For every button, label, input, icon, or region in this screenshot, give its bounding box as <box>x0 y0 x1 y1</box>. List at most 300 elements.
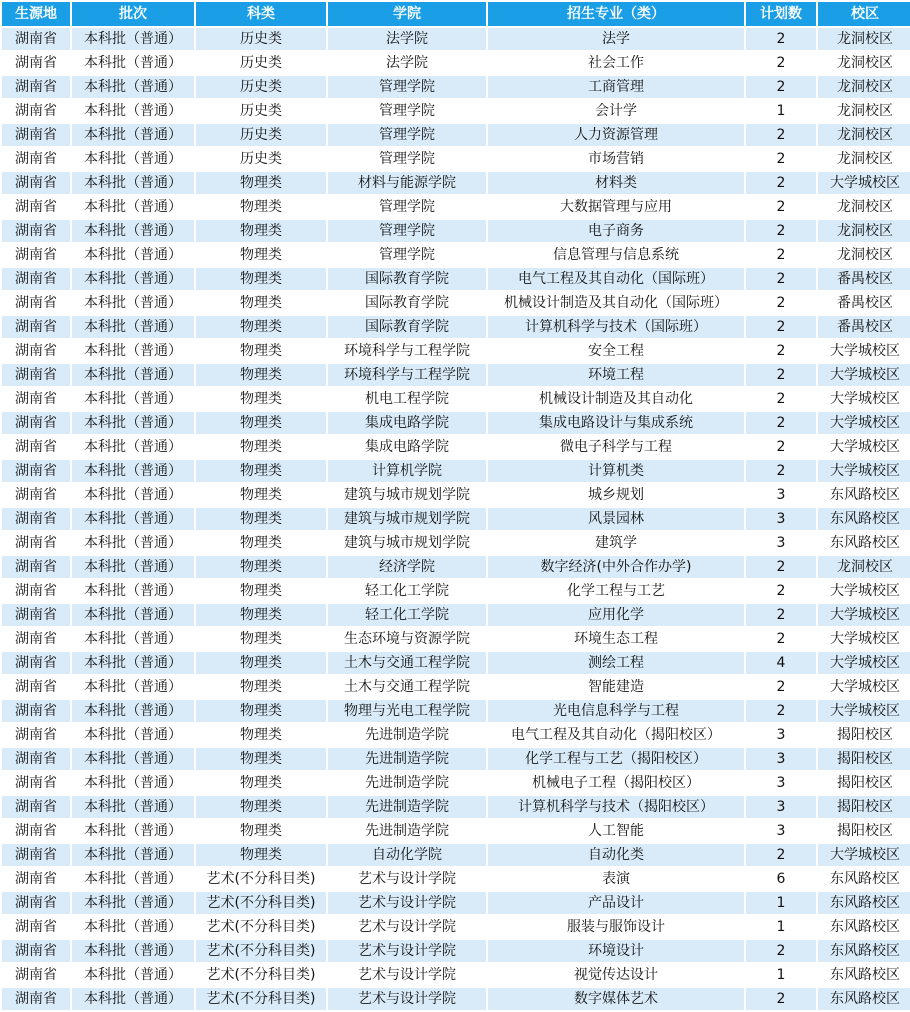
cell-major: 机械设计制造及其自动化 <box>488 388 744 410</box>
cell-subject-category: 物理类 <box>196 316 326 338</box>
cell-plan-count: 1 <box>746 100 816 122</box>
cell-college: 国际教育学院 <box>328 316 486 338</box>
cell-major: 计算机科学与技术（国际班） <box>488 316 744 338</box>
cell-major: 数字媒体艺术 <box>488 988 744 1010</box>
cell-batch: 本科批（普通） <box>72 724 194 746</box>
cell-campus: 大学城校区 <box>818 436 910 458</box>
cell-batch: 本科批（普通） <box>72 172 194 194</box>
cell-plan-count: 1 <box>746 916 816 938</box>
cell-plan-count: 3 <box>746 820 816 842</box>
header-origin: 生源地 <box>2 2 70 26</box>
cell-college: 艺术与设计学院 <box>328 964 486 986</box>
cell-campus: 龙洞校区 <box>818 100 910 122</box>
cell-subject-category: 物理类 <box>196 844 326 866</box>
cell-campus: 大学城校区 <box>818 844 910 866</box>
cell-major: 应用化学 <box>488 604 744 626</box>
cell-plan-count: 1 <box>746 892 816 914</box>
table-row <box>2 316 910 338</box>
cell-origin: 湖南省 <box>2 796 70 818</box>
header-major: 招生专业（类） <box>488 2 744 26</box>
cell-subject-category: 物理类 <box>196 700 326 722</box>
cell-plan-count: 2 <box>746 196 816 218</box>
cell-major: 数字经济(中外合作办学) <box>488 556 744 578</box>
cell-campus: 大学城校区 <box>818 412 910 434</box>
table-row <box>2 892 910 914</box>
header-plan-count: 计划数 <box>746 2 816 26</box>
cell-campus: 大学城校区 <box>818 460 910 482</box>
table-row <box>2 244 910 266</box>
cell-origin: 湖南省 <box>2 772 70 794</box>
cell-plan-count: 2 <box>746 676 816 698</box>
cell-campus: 番禺校区 <box>818 292 910 314</box>
table-row <box>2 676 910 698</box>
cell-origin: 湖南省 <box>2 604 70 626</box>
cell-plan-count: 2 <box>746 124 816 146</box>
cell-batch: 本科批（普通） <box>72 28 194 50</box>
cell-batch: 本科批（普通） <box>72 796 194 818</box>
table-row <box>2 988 910 1010</box>
cell-campus: 大学城校区 <box>818 364 910 386</box>
cell-college: 材料与能源学院 <box>328 172 486 194</box>
cell-major: 环境生态工程 <box>488 628 744 650</box>
cell-subject-category: 物理类 <box>196 604 326 626</box>
cell-subject-category: 物理类 <box>196 244 326 266</box>
cell-college: 先进制造学院 <box>328 724 486 746</box>
cell-batch: 本科批（普通） <box>72 76 194 98</box>
cell-origin: 湖南省 <box>2 940 70 962</box>
cell-plan-count: 2 <box>746 388 816 410</box>
cell-plan-count: 2 <box>746 988 816 1010</box>
cell-college: 先进制造学院 <box>328 772 486 794</box>
cell-batch: 本科批（普通） <box>72 580 194 602</box>
cell-campus: 揭阳校区 <box>818 796 910 818</box>
cell-campus: 龙洞校区 <box>818 76 910 98</box>
cell-origin: 湖南省 <box>2 484 70 506</box>
cell-major: 安全工程 <box>488 340 744 362</box>
cell-plan-count: 2 <box>746 52 816 74</box>
cell-plan-count: 2 <box>746 220 816 242</box>
table-row <box>2 364 910 386</box>
table-row <box>2 52 910 74</box>
cell-college: 环境科学与工程学院 <box>328 340 486 362</box>
cell-plan-count: 3 <box>746 796 816 818</box>
cell-campus: 东风路校区 <box>818 484 910 506</box>
cell-subject-category: 物理类 <box>196 724 326 746</box>
cell-subject-category: 物理类 <box>196 484 326 506</box>
cell-college: 法学院 <box>328 28 486 50</box>
cell-plan-count: 2 <box>746 556 816 578</box>
cell-plan-count: 3 <box>746 724 816 746</box>
cell-college: 管理学院 <box>328 100 486 122</box>
cell-campus: 东风路校区 <box>818 916 910 938</box>
cell-plan-count: 3 <box>746 748 816 770</box>
table-row <box>2 604 910 626</box>
cell-major: 会计学 <box>488 100 744 122</box>
cell-subject-category: 历史类 <box>196 28 326 50</box>
cell-major: 智能建造 <box>488 676 744 698</box>
cell-batch: 本科批（普通） <box>72 700 194 722</box>
cell-campus: 番禺校区 <box>818 268 910 290</box>
cell-origin: 湖南省 <box>2 652 70 674</box>
cell-college: 生态环境与资源学院 <box>328 628 486 650</box>
cell-major: 电气工程及其自动化（国际班） <box>488 268 744 290</box>
cell-batch: 本科批（普通） <box>72 220 194 242</box>
cell-major: 计算机科学与技术（揭阳校区） <box>488 796 744 818</box>
cell-subject-category: 物理类 <box>196 220 326 242</box>
cell-major: 化学工程与工艺 <box>488 580 744 602</box>
cell-batch: 本科批（普通） <box>72 244 194 266</box>
cell-major: 人力资源管理 <box>488 124 744 146</box>
cell-campus: 东风路校区 <box>818 868 910 890</box>
header-row <box>2 2 910 26</box>
cell-batch: 本科批（普通） <box>72 676 194 698</box>
cell-major: 环境工程 <box>488 364 744 386</box>
cell-plan-count: 2 <box>746 940 816 962</box>
cell-subject-category: 物理类 <box>196 652 326 674</box>
cell-major: 表演 <box>488 868 744 890</box>
cell-college: 集成电路学院 <box>328 412 486 434</box>
table-row <box>2 772 910 794</box>
cell-origin: 湖南省 <box>2 292 70 314</box>
cell-campus: 大学城校区 <box>818 580 910 602</box>
cell-subject-category: 物理类 <box>196 388 326 410</box>
cell-subject-category: 物理类 <box>196 196 326 218</box>
cell-batch: 本科批（普通） <box>72 148 194 170</box>
table-row <box>2 700 910 722</box>
cell-origin: 湖南省 <box>2 628 70 650</box>
cell-plan-count: 2 <box>746 628 816 650</box>
cell-subject-category: 艺术(不分科目类) <box>196 892 326 914</box>
cell-origin: 湖南省 <box>2 556 70 578</box>
cell-campus: 揭阳校区 <box>818 724 910 746</box>
cell-plan-count: 2 <box>746 412 816 434</box>
cell-batch: 本科批（普通） <box>72 604 194 626</box>
table-row <box>2 292 910 314</box>
cell-college: 艺术与设计学院 <box>328 868 486 890</box>
cell-plan-count: 2 <box>746 844 816 866</box>
cell-plan-count: 2 <box>746 580 816 602</box>
cell-batch: 本科批（普通） <box>72 292 194 314</box>
cell-origin: 湖南省 <box>2 676 70 698</box>
cell-batch: 本科批（普通） <box>72 52 194 74</box>
cell-plan-count: 3 <box>746 532 816 554</box>
cell-major: 电气工程及其自动化（揭阳校区） <box>488 724 744 746</box>
table-row <box>2 964 910 986</box>
cell-origin: 湖南省 <box>2 388 70 410</box>
cell-plan-count: 3 <box>746 484 816 506</box>
cell-origin: 湖南省 <box>2 52 70 74</box>
cell-plan-count: 2 <box>746 292 816 314</box>
cell-major: 风景园林 <box>488 508 744 530</box>
cell-campus: 东风路校区 <box>818 940 910 962</box>
cell-subject-category: 物理类 <box>196 508 326 530</box>
table-row <box>2 844 910 866</box>
cell-subject-category: 艺术(不分科目类) <box>196 988 326 1010</box>
cell-origin: 湖南省 <box>2 220 70 242</box>
cell-college: 轻工化工学院 <box>328 604 486 626</box>
cell-campus: 大学城校区 <box>818 172 910 194</box>
cell-campus: 龙洞校区 <box>818 28 910 50</box>
cell-campus: 东风路校区 <box>818 508 910 530</box>
cell-origin: 湖南省 <box>2 196 70 218</box>
cell-major: 服装与服饰设计 <box>488 916 744 938</box>
cell-plan-count: 2 <box>746 604 816 626</box>
cell-subject-category: 历史类 <box>196 76 326 98</box>
cell-subject-category: 物理类 <box>196 796 326 818</box>
cell-college: 计算机学院 <box>328 460 486 482</box>
cell-plan-count: 4 <box>746 652 816 674</box>
table-row <box>2 724 910 746</box>
cell-batch: 本科批（普通） <box>72 652 194 674</box>
cell-college: 艺术与设计学院 <box>328 892 486 914</box>
cell-major: 化学工程与工艺（揭阳校区） <box>488 748 744 770</box>
cell-subject-category: 物理类 <box>196 268 326 290</box>
cell-batch: 本科批（普通） <box>72 364 194 386</box>
cell-plan-count: 6 <box>746 868 816 890</box>
cell-subject-category: 物理类 <box>196 532 326 554</box>
cell-origin: 湖南省 <box>2 988 70 1010</box>
cell-plan-count: 2 <box>746 268 816 290</box>
table-row <box>2 652 910 674</box>
cell-campus: 大学城校区 <box>818 604 910 626</box>
cell-college: 土木与交通工程学院 <box>328 652 486 674</box>
table-row <box>2 460 910 482</box>
cell-college: 先进制造学院 <box>328 796 486 818</box>
header-college: 学院 <box>328 2 486 26</box>
cell-subject-category: 物理类 <box>196 412 326 434</box>
cell-batch: 本科批（普通） <box>72 196 194 218</box>
cell-major: 测绘工程 <box>488 652 744 674</box>
cell-batch: 本科批（普通） <box>72 940 194 962</box>
table-row <box>2 100 910 122</box>
cell-subject-category: 物理类 <box>196 436 326 458</box>
cell-campus: 龙洞校区 <box>818 244 910 266</box>
cell-campus: 大学城校区 <box>818 340 910 362</box>
cell-major: 机械设计制造及其自动化（国际班） <box>488 292 744 314</box>
cell-origin: 湖南省 <box>2 892 70 914</box>
table-row <box>2 580 910 602</box>
cell-origin: 湖南省 <box>2 268 70 290</box>
cell-subject-category: 历史类 <box>196 52 326 74</box>
cell-college: 先进制造学院 <box>328 748 486 770</box>
cell-batch: 本科批（普通） <box>72 868 194 890</box>
cell-college: 建筑与城市规划学院 <box>328 484 486 506</box>
cell-college: 管理学院 <box>328 76 486 98</box>
table-row <box>2 796 910 818</box>
header-subject-category: 科类 <box>196 2 326 26</box>
cell-batch: 本科批（普通） <box>72 988 194 1010</box>
cell-subject-category: 物理类 <box>196 676 326 698</box>
cell-major: 机械电子工程（揭阳校区） <box>488 772 744 794</box>
cell-batch: 本科批（普通） <box>72 628 194 650</box>
cell-subject-category: 物理类 <box>196 364 326 386</box>
cell-college: 机电工程学院 <box>328 388 486 410</box>
table-row <box>2 388 910 410</box>
cell-plan-count: 3 <box>746 772 816 794</box>
table-row <box>2 916 910 938</box>
table-row <box>2 412 910 434</box>
cell-batch: 本科批（普通） <box>72 748 194 770</box>
cell-origin: 湖南省 <box>2 460 70 482</box>
header-batch: 批次 <box>72 2 194 26</box>
cell-origin: 湖南省 <box>2 508 70 530</box>
cell-subject-category: 物理类 <box>196 460 326 482</box>
cell-origin: 湖南省 <box>2 532 70 554</box>
cell-major: 自动化类 <box>488 844 744 866</box>
cell-plan-count: 2 <box>746 172 816 194</box>
cell-subject-category: 历史类 <box>196 100 326 122</box>
cell-batch: 本科批（普通） <box>72 460 194 482</box>
cell-campus: 龙洞校区 <box>818 52 910 74</box>
cell-batch: 本科批（普通） <box>72 892 194 914</box>
cell-plan-count: 2 <box>746 700 816 722</box>
cell-batch: 本科批（普通） <box>72 820 194 842</box>
table-row <box>2 76 910 98</box>
table-row <box>2 484 910 506</box>
cell-campus: 东风路校区 <box>818 964 910 986</box>
cell-major: 信息管理与信息系统 <box>488 244 744 266</box>
cell-campus: 大学城校区 <box>818 652 910 674</box>
cell-batch: 本科批（普通） <box>72 532 194 554</box>
cell-subject-category: 物理类 <box>196 748 326 770</box>
cell-college: 艺术与设计学院 <box>328 916 486 938</box>
cell-origin: 湖南省 <box>2 148 70 170</box>
table-row <box>2 124 910 146</box>
cell-major: 集成电路设计与集成系统 <box>488 412 744 434</box>
cell-college: 建筑与城市规划学院 <box>328 508 486 530</box>
cell-origin: 湖南省 <box>2 748 70 770</box>
cell-college: 法学院 <box>328 52 486 74</box>
cell-subject-category: 艺术(不分科目类) <box>196 916 326 938</box>
cell-origin: 湖南省 <box>2 76 70 98</box>
cell-origin: 湖南省 <box>2 100 70 122</box>
cell-college: 先进制造学院 <box>328 820 486 842</box>
cell-subject-category: 艺术(不分科目类) <box>196 868 326 890</box>
table-row <box>2 508 910 530</box>
cell-origin: 湖南省 <box>2 916 70 938</box>
cell-origin: 湖南省 <box>2 244 70 266</box>
cell-college: 环境科学与工程学院 <box>328 364 486 386</box>
cell-subject-category: 物理类 <box>196 820 326 842</box>
cell-major: 材料类 <box>488 172 744 194</box>
table-row <box>2 628 910 650</box>
cell-campus: 大学城校区 <box>818 700 910 722</box>
cell-campus: 龙洞校区 <box>818 148 910 170</box>
cell-major: 社会工作 <box>488 52 744 74</box>
cell-campus: 揭阳校区 <box>818 772 910 794</box>
cell-college: 集成电路学院 <box>328 436 486 458</box>
cell-campus: 龙洞校区 <box>818 124 910 146</box>
cell-campus: 东风路校区 <box>818 988 910 1010</box>
cell-plan-count: 2 <box>746 340 816 362</box>
cell-batch: 本科批（普通） <box>72 964 194 986</box>
cell-subject-category: 艺术(不分科目类) <box>196 940 326 962</box>
cell-college: 轻工化工学院 <box>328 580 486 602</box>
cell-major: 工商管理 <box>488 76 744 98</box>
table-row <box>2 220 910 242</box>
cell-major: 电子商务 <box>488 220 744 242</box>
cell-subject-category: 物理类 <box>196 340 326 362</box>
cell-college: 管理学院 <box>328 148 486 170</box>
cell-origin: 湖南省 <box>2 364 70 386</box>
cell-subject-category: 物理类 <box>196 556 326 578</box>
cell-batch: 本科批（普通） <box>72 508 194 530</box>
table-row <box>2 148 910 170</box>
cell-campus: 东风路校区 <box>818 892 910 914</box>
cell-major: 建筑学 <box>488 532 744 554</box>
cell-plan-count: 2 <box>746 76 816 98</box>
cell-plan-count: 2 <box>746 148 816 170</box>
cell-college: 土木与交通工程学院 <box>328 676 486 698</box>
cell-campus: 大学城校区 <box>818 388 910 410</box>
cell-college: 管理学院 <box>328 220 486 242</box>
cell-origin: 湖南省 <box>2 28 70 50</box>
cell-plan-count: 2 <box>746 28 816 50</box>
cell-subject-category: 历史类 <box>196 124 326 146</box>
cell-origin: 湖南省 <box>2 700 70 722</box>
cell-campus: 揭阳校区 <box>818 820 910 842</box>
cell-subject-category: 物理类 <box>196 772 326 794</box>
cell-subject-category: 艺术(不分科目类) <box>196 964 326 986</box>
cell-batch: 本科批（普通） <box>72 436 194 458</box>
table-row <box>2 556 910 578</box>
cell-major: 城乡规划 <box>488 484 744 506</box>
cell-plan-count: 2 <box>746 244 816 266</box>
cell-college: 建筑与城市规划学院 <box>328 532 486 554</box>
cell-batch: 本科批（普通） <box>72 388 194 410</box>
cell-campus: 东风路校区 <box>818 532 910 554</box>
table-row <box>2 940 910 962</box>
cell-plan-count: 2 <box>746 436 816 458</box>
cell-major: 法学 <box>488 28 744 50</box>
table-row <box>2 172 910 194</box>
cell-major: 产品设计 <box>488 892 744 914</box>
cell-origin: 湖南省 <box>2 340 70 362</box>
cell-plan-count: 2 <box>746 364 816 386</box>
cell-subject-category: 历史类 <box>196 148 326 170</box>
table-row <box>2 436 910 458</box>
table-row <box>2 268 910 290</box>
table-row <box>2 28 910 50</box>
cell-origin: 湖南省 <box>2 844 70 866</box>
cell-batch: 本科批（普通） <box>72 124 194 146</box>
cell-major: 微电子科学与工程 <box>488 436 744 458</box>
cell-major: 计算机类 <box>488 460 744 482</box>
cell-origin: 湖南省 <box>2 724 70 746</box>
cell-plan-count: 3 <box>746 508 816 530</box>
cell-college: 管理学院 <box>328 196 486 218</box>
cell-campus: 龙洞校区 <box>818 556 910 578</box>
cell-batch: 本科批（普通） <box>72 484 194 506</box>
table-row <box>2 748 910 770</box>
cell-origin: 湖南省 <box>2 820 70 842</box>
cell-campus: 揭阳校区 <box>818 748 910 770</box>
cell-college: 物理与光电工程学院 <box>328 700 486 722</box>
cell-batch: 本科批（普通） <box>72 100 194 122</box>
cell-college: 艺术与设计学院 <box>328 988 486 1010</box>
cell-college: 国际教育学院 <box>328 268 486 290</box>
table-row <box>2 532 910 554</box>
cell-plan-count: 1 <box>746 964 816 986</box>
cell-batch: 本科批（普通） <box>72 772 194 794</box>
cell-subject-category: 物理类 <box>196 628 326 650</box>
cell-origin: 湖南省 <box>2 868 70 890</box>
table-row <box>2 868 910 890</box>
cell-college: 管理学院 <box>328 244 486 266</box>
cell-college: 自动化学院 <box>328 844 486 866</box>
cell-campus: 大学城校区 <box>818 676 910 698</box>
cell-campus: 龙洞校区 <box>818 196 910 218</box>
